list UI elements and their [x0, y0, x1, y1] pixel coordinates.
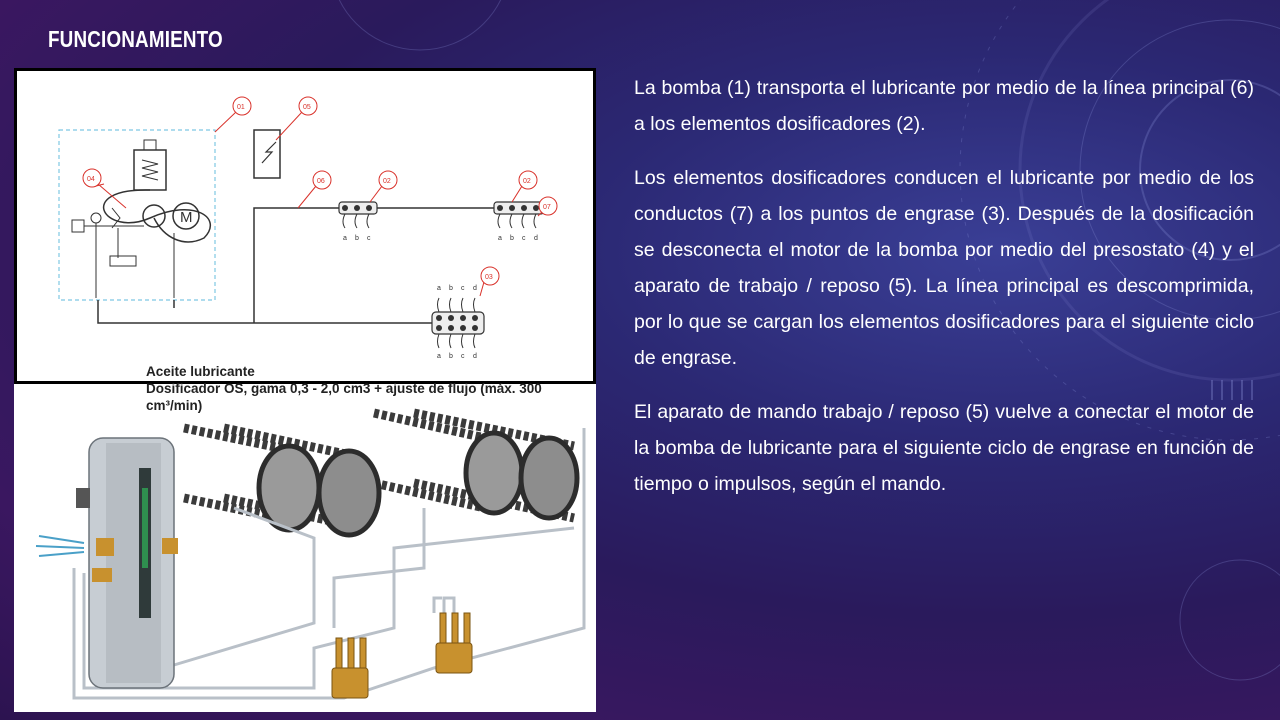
- system-illustration: [36, 413, 584, 698]
- dist3-top-letter-a: a: [437, 285, 441, 292]
- slide-title: FUNCIONAMIENTO: [48, 26, 223, 52]
- dist1-letter-b: b: [355, 235, 359, 242]
- dist1-letter-a: a: [343, 235, 347, 242]
- description-text: [634, 70, 1254, 520]
- dist2-letter-c: c: [522, 235, 526, 242]
- dist1-letter-c: c: [367, 235, 371, 242]
- paragraph-3: El aparato de mando trabajo / reposo (5) vuelve a conectar el motor de la bomba de lubricante para el siguiente ciclo de engrase en función de tiempo o impulsos, según el mando.: [634, 401, 1254, 495]
- callout-06: 06: [317, 178, 325, 185]
- dist3-top-letter-d: d: [473, 285, 477, 292]
- callout-04: 04: [87, 176, 95, 183]
- pump-unit-illustration: [76, 438, 178, 688]
- dist3-bottom-letter-a: a: [437, 353, 441, 360]
- callout-05: 05: [303, 104, 311, 111]
- distributor-2: [494, 202, 544, 228]
- caption-line-2: Dosificador OS, gama 0,3 - 2,0 cm3 + ajuste de flujo (máx. 300 cm³/min): [146, 381, 542, 413]
- lubrication-figure: [14, 68, 596, 712]
- dist3-top-letter-b: b: [449, 285, 453, 292]
- dist2-letter-d: d: [534, 235, 538, 242]
- dist3-top-letter-c: c: [461, 285, 465, 292]
- callout-03: 03: [485, 274, 493, 281]
- timer-symbol: [254, 130, 280, 178]
- distributor-1: [339, 202, 377, 228]
- dist3-bottom-letter-b: b: [449, 353, 453, 360]
- dist2-letter-b: b: [510, 235, 514, 242]
- paragraph-1: La bomba (1) transporta el lubricante por medio de la línea principal (6) a los elementos dosificadores (2).: [634, 77, 1254, 135]
- callout-02-a: 02: [383, 178, 391, 185]
- dist3-bottom-letter-d: d: [473, 353, 477, 360]
- motor-label: M: [180, 209, 193, 226]
- figure-caption: [146, 363, 591, 414]
- callout-01: 01: [237, 104, 245, 111]
- callout-02-b: 02: [523, 178, 531, 185]
- distributor-3: [432, 298, 484, 348]
- paragraph-2: Los elementos dosificadores conducen el lubricante por medio de los conductos (7) a los puntos de engrase (3). Después de la dosificación se desconecta el motor de la bomba por medio del presostato (4) y el aparato de trabajo / reposo (5). La línea principal es descomprimida, por lo que se cargan los elementos dosificadores para el siguiente ciclo de engrase.: [634, 167, 1254, 369]
- dist3-bottom-letter-c: c: [461, 353, 465, 360]
- callout-07: 07: [543, 204, 551, 211]
- dist2-letter-a: a: [498, 235, 502, 242]
- caption-line-1: Aceite lubricante: [146, 364, 255, 379]
